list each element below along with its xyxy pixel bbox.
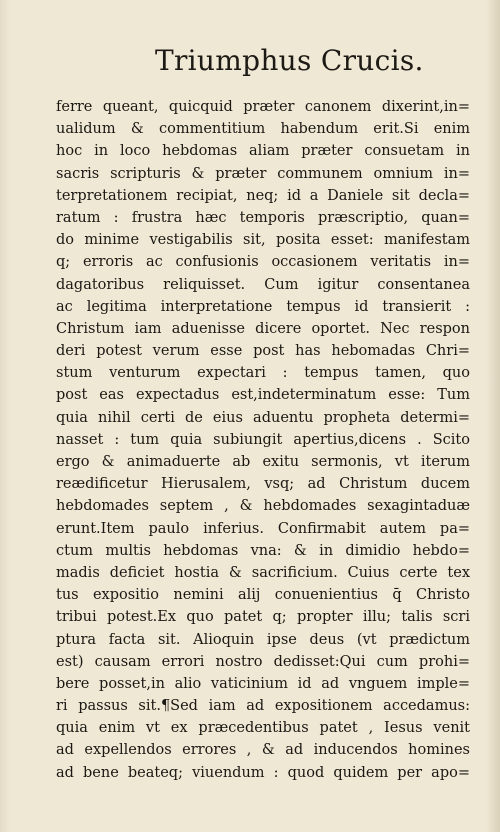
page-gutter-shadow — [0, 0, 10, 832]
page-edge-shadow — [486, 0, 500, 832]
running-head: Triumphus Crucis. — [155, 44, 424, 77]
text-line: q; erroris ac confusionis occasionem veritatis in= — [56, 254, 470, 271]
text-line: ad expellendos errores , & ad inducendos homines — [56, 742, 470, 759]
text-line: ac legitima interpretatione tempus id transierit : — [56, 298, 470, 315]
text-line: tribui potest.Ex quo patet q; propter illu; talis scri — [56, 609, 470, 626]
text-line: do minime vestigabilis sit, posita esset: manifestam — [56, 232, 470, 249]
text-line: ptura facta sit. Alioquin ipse deus (vt prædictum — [56, 631, 470, 648]
text-line: sacris scripturis & prӕter communem omnium in= — [56, 165, 470, 182]
text-line: tus expositio nemini alij conuenientius q̄ Christo — [56, 587, 470, 604]
text-line: stum venturum expectari : tempus tamen, quo — [56, 365, 470, 382]
body-text — [56, 96, 470, 784]
text-line: hoc in loco hebdomas aliam præter consuetam in — [56, 143, 470, 160]
text-line: Christum iam aduenisse dicere oportet. Nec respon — [56, 320, 470, 337]
text-line: ad bene beateq; viuendum : quod quidem per apo= — [56, 764, 470, 781]
text-line: quia nihil certi de eius aduentu propheta determi= — [56, 409, 470, 426]
text-line: terpretationem recipiat, neq; id a Daniele sit decla= — [56, 187, 470, 204]
text-line: nasset : tum quia subiungit apertius,dicens . Scito — [56, 431, 470, 448]
text-line: dagatoribus reliquisset. Cum igitur consentanea — [56, 276, 470, 293]
text-line: ratum : frustra hæc temporis præscriptio, quan= — [56, 209, 470, 226]
text-line: est) causam errori nostro dedisset:Qui cum prohi= — [56, 653, 470, 670]
text-line: bere posset,in alio vaticinium id ad vnguem imple= — [56, 675, 470, 692]
text-line: erunt.Item paulo inferius. Confirmabit autem pa= — [56, 520, 470, 537]
text-line: deri potest verum esse post has hebomadas Chri= — [56, 343, 470, 360]
text-line: reædificetur Hierusalem, vsq; ad Christum ducem — [56, 476, 470, 493]
text-line: ctum multis hebdomas vna: & in dimidio hebdo= — [56, 542, 470, 559]
text-line: quia enim vt ex præcedentibus patet , Iesus venit — [56, 720, 470, 737]
text-line: madis deficiet hostia & sacrificium. Cuius certe tex — [56, 564, 470, 581]
text-line: ualidum & commentitium habendum erit.Si enim — [56, 121, 470, 138]
text-line: ri passus sit.¶Sed iam ad expositionem accedamus: — [56, 698, 470, 715]
text-line: ferre queant, quicquid præter canonem dixerint,in= — [56, 99, 470, 115]
text-line: post eas expectadus est,indeterminatum esse: Tum — [56, 387, 470, 404]
text-line: ergo & animaduerte ab exitu sermonis, vt iterum — [56, 454, 470, 470]
text-line: hebdomades septem , & hebdomades sexagintaduæ — [56, 498, 470, 515]
